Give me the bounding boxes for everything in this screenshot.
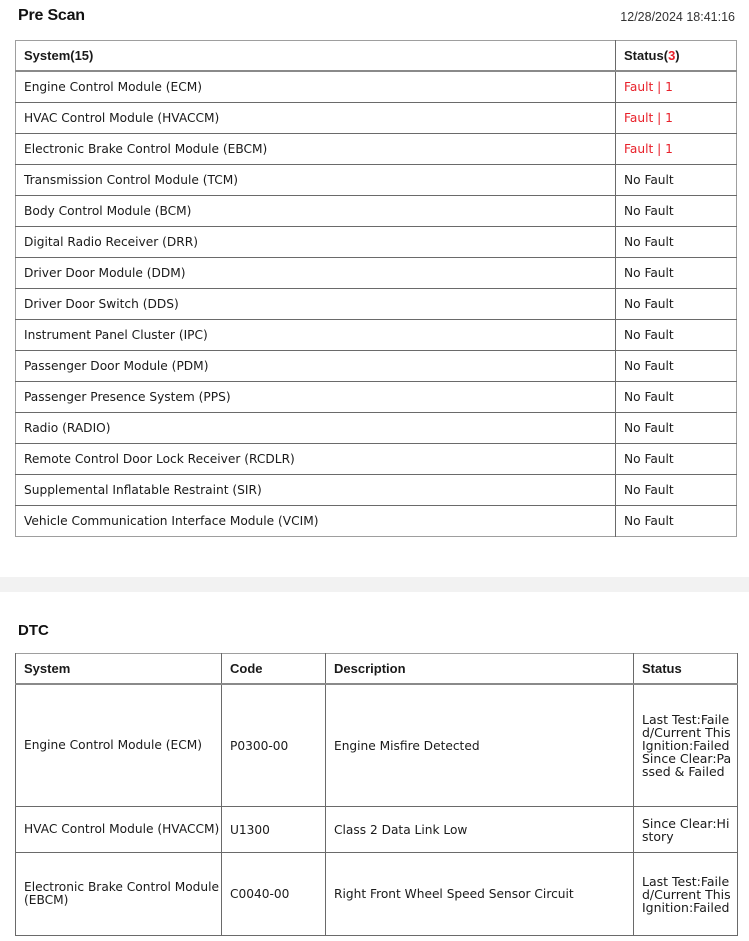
table-row[interactable] — [16, 506, 737, 537]
dtc-status-header: Status — [634, 654, 738, 685]
status-badge: No Fault — [616, 413, 737, 444]
status-badge: Fault | 1 — [616, 134, 737, 165]
dtc-code: P0300-00 — [222, 684, 326, 807]
status-badge: No Fault — [616, 289, 737, 320]
table-row[interactable] — [16, 134, 737, 165]
system-name: Electronic Brake Control Module (EBCM) — [16, 134, 616, 165]
dtc-description: Right Front Wheel Speed Sensor Circuit — [326, 853, 634, 936]
table-row[interactable] — [16, 413, 737, 444]
status-badge: Fault | 1 — [616, 71, 737, 103]
status-column-header: Status(3) — [616, 41, 737, 72]
dtc-title: DTC — [18, 622, 49, 639]
dtc-header-row — [16, 654, 738, 685]
dtc-system-header: System — [16, 654, 222, 685]
system-name: Radio (RADIO) — [16, 413, 616, 444]
dtc-system: HVAC Control Module (HVACCM) — [16, 807, 222, 853]
dtc-row[interactable] — [16, 684, 738, 807]
system-name: Remote Control Door Lock Receiver (RCDLR) — [16, 444, 616, 475]
dtc-code: C0040-00 — [222, 853, 326, 936]
status-badge: No Fault — [616, 351, 737, 382]
dtc-row[interactable] — [16, 853, 738, 936]
status-badge: Fault | 1 — [616, 103, 737, 134]
status-badge: No Fault — [616, 475, 737, 506]
table-header-row — [16, 41, 737, 72]
table-row[interactable] — [16, 320, 737, 351]
dtc-system: Engine Control Module (ECM) — [16, 684, 222, 807]
system-name: Driver Door Module (DDM) — [16, 258, 616, 289]
status-badge: No Fault — [616, 506, 737, 537]
dtc-row[interactable] — [16, 807, 738, 853]
dtc-section — [0, 592, 749, 941]
system-name: Vehicle Communication Interface Module (VCIM) — [16, 506, 616, 537]
section-divider — [0, 577, 749, 592]
system-name: HVAC Control Module (HVACCM) — [16, 103, 616, 134]
scan-timestamp: 12/28/2024 18:41:16 — [620, 10, 735, 24]
status-badge: No Fault — [616, 382, 737, 413]
system-name: Body Control Module (BCM) — [16, 196, 616, 227]
status-badge: No Fault — [616, 165, 737, 196]
status-badge: No Fault — [616, 227, 737, 258]
status-badge: No Fault — [616, 444, 737, 475]
system-name: Passenger Presence System (PPS) — [16, 382, 616, 413]
dtc-table — [15, 653, 738, 936]
dtc-code: U1300 — [222, 807, 326, 853]
dtc-code-header: Code — [222, 654, 326, 685]
system-status-table — [15, 40, 737, 537]
dtc-description: Class 2 Data Link Low — [326, 807, 634, 853]
fault-count: 3 — [668, 48, 676, 63]
prescan-header — [0, 0, 749, 36]
table-row[interactable] — [16, 165, 737, 196]
table-row[interactable] — [16, 71, 737, 103]
table-row[interactable] — [16, 103, 737, 134]
system-name: Transmission Control Module (TCM) — [16, 165, 616, 196]
status-badge: No Fault — [616, 196, 737, 227]
dtc-system: Electronic Brake Control Module (EBCM) — [16, 853, 222, 936]
table-row[interactable] — [16, 444, 737, 475]
dtc-description-header: Description — [326, 654, 634, 685]
system-name: Supplemental Inflatable Restraint (SIR) — [16, 475, 616, 506]
dtc-description: Engine Misfire Detected — [326, 684, 634, 807]
system-name: Engine Control Module (ECM) — [16, 71, 616, 103]
table-row[interactable] — [16, 382, 737, 413]
system-name: Digital Radio Receiver (DRR) — [16, 227, 616, 258]
dtc-status: Since Clear:History — [634, 807, 738, 853]
table-row[interactable] — [16, 258, 737, 289]
table-row[interactable] — [16, 196, 737, 227]
table-row[interactable] — [16, 227, 737, 258]
status-badge: No Fault — [616, 320, 737, 351]
table-row[interactable] — [16, 289, 737, 320]
system-name: Driver Door Switch (DDS) — [16, 289, 616, 320]
system-count: (15) — [70, 48, 94, 63]
system-name: Instrument Panel Cluster (IPC) — [16, 320, 616, 351]
status-badge: No Fault — [616, 258, 737, 289]
table-row[interactable] — [16, 475, 737, 506]
table-row[interactable] — [16, 351, 737, 382]
dtc-status: Last Test:Failed/Current This Ignition:Failed — [634, 853, 738, 936]
page-title: Pre Scan — [18, 7, 85, 24]
dtc-status: Last Test:Failed/Current This Ignition:Failed Since Clear:Passed & Failed — [634, 684, 738, 807]
system-column-header: System(15) — [16, 41, 616, 72]
system-name: Passenger Door Module (PDM) — [16, 351, 616, 382]
